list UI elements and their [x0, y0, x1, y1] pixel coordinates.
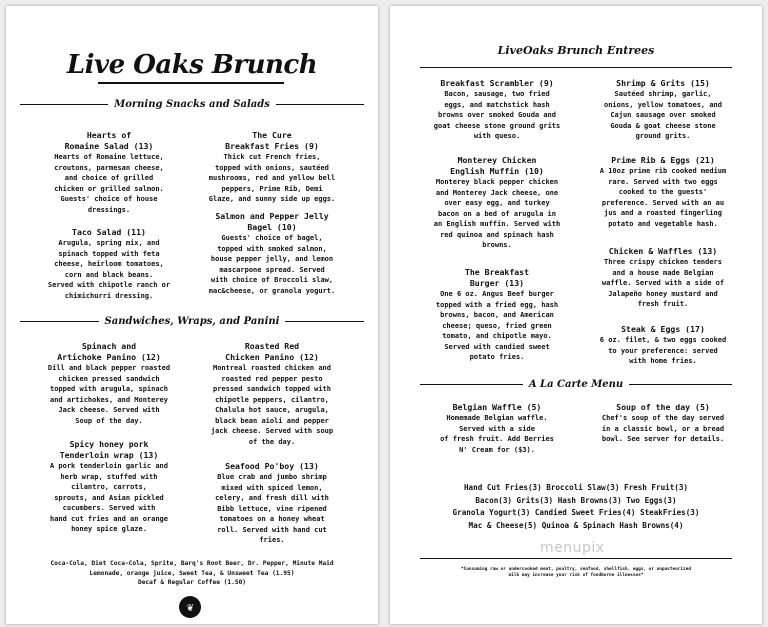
menu-item-steak-eggs [582, 324, 744, 367]
divider-line [629, 384, 732, 385]
menu-item-breakfast-scrambler [418, 78, 576, 142]
section-header-morning [20, 97, 364, 111]
leaf-logo-icon: ❦ [179, 596, 201, 618]
menu-item-belgian-waffle [418, 402, 576, 455]
section-title: A La Carte Menu [528, 378, 624, 390]
item-name: Monterey Chicken English Muffin (10) [450, 155, 544, 176]
menu-title: Live Oaks Brunch [66, 50, 318, 80]
menu-item-prime-rib-eggs [582, 155, 744, 229]
beverages-list: Coca-Cola, Diet Coca-Cola, Sprite, Barq's Root Beer, Dr. Pepper, Minute Maid Lemonade, orange juice, Sweet Tea, & Unsweet Tea (1.95) Decaf & Regular Coffee (1.50) [50, 560, 334, 586]
section-header-a-la-carte [420, 377, 732, 391]
item-name: The Cure Breakfast Fries (9) [225, 130, 319, 151]
menu-item-taco-salad [34, 227, 184, 301]
item-name: Shrimp & Grits (15) [616, 78, 710, 88]
divider-line [420, 384, 523, 385]
item-name: Spicy honey pork Tenderloin wrap (13) [59, 439, 159, 460]
menu-item-shrimp-grits [582, 78, 744, 142]
item-name: Prime Rib & Eggs (21) [611, 155, 715, 165]
left-menu-page [6, 6, 378, 624]
section-title: Sandwiches, Wraps, and Panini [104, 315, 280, 327]
menu-item-soup-of-day [582, 402, 744, 445]
item-description: Three crispy chicken tenders and a house made Belgian waffle. Served with a side of Jalapeño honey mustard and fresh fruit. [601, 258, 725, 308]
item-name: Spinach and Artichoke Panino (12) [57, 341, 161, 362]
item-name: Soup of the day (5) [616, 402, 710, 412]
menu-item-spinach-panino [34, 341, 184, 426]
item-description: Guests' choice of bagel, topped with smoked salmon, house pepper jelly, and lemon mascarpone spread. Served with choice of Broccoli slaw, mac&cheese, or granola yogurt. [208, 234, 336, 295]
divider-line [276, 104, 364, 105]
item-name: Taco Salad (11) [72, 227, 146, 237]
item-name: Steak & Eggs (17) [621, 324, 705, 334]
menu-item-roasted-red [192, 341, 352, 447]
menu-item-seafood-poboy [192, 461, 352, 546]
item-description: Thick cut French fries, topped with onions, sautéed mushrooms, red and yellow bell peppers, Prime Rib, Demi Glaze, and sunny side up eggs. [208, 153, 336, 203]
item-description: Arugula, spring mix, and spinach topped with feta cheese, heirloom tomatoes, corn and black beans. Served with chipotle ranch or chimichurri dressing. [47, 239, 171, 300]
item-description: Dill and black pepper roasted chicken pressed sandwich topped with arugula, spinach and artichokes, and Monterey Jack cheese. Served with Soup of the day. [47, 364, 171, 425]
right-menu-page [390, 6, 762, 624]
item-name: Breakfast Scrambler (9) [440, 78, 554, 88]
bottom-divider [420, 558, 732, 559]
menu-item-monterey-muffin [418, 155, 576, 251]
title-divider [420, 67, 732, 68]
item-description: Monterey black pepper chicken and Monterey Jack cheese, one over easy egg, and turkey bacon on a bed of arugula in an English muffin. Served with red quinoa and spinach hash browns. [433, 178, 561, 249]
menu-item-chicken-waffles [582, 246, 744, 310]
menu-item-hearts-romaine [34, 130, 184, 215]
item-description: Blue crab and jumbo shrimp mixed with spiced lemon, celery, and fresh dill with Bibb lettuce, vine ripened tomatoes on a honey wheat roll. Served with hand cut fries. [215, 473, 329, 544]
item-name: Hearts of Romaine Salad (13) [64, 130, 154, 151]
item-name: Belgian Waffle (5) [452, 402, 542, 412]
item-name: The Breakfast Burger (13) [464, 267, 530, 288]
divider-line [285, 321, 364, 322]
item-description: One 6 oz. Angus Beef burger topped with a fried egg, hash browns, bacon, and American cheese; queso, fried green tomato, and chipotle mayo. Served with candied sweet potato fries. [435, 290, 559, 361]
item-description: Hearts of Romaine lettuce, croutons, parmesan cheese, and choice of grilled chicken or grilled salmon. Guests' choice of house dressings. [54, 153, 164, 214]
item-description: A pork tenderloin garlic and herb wrap, stuffed with cilantro, carrots, sprouts, and Asian pickled cucumbers. Served with hand cut fries and an orange honey spice glaze. [49, 462, 168, 533]
item-name: Chicken & Waffles (13) [608, 246, 718, 256]
section-title: Morning Snacks and Salads [114, 98, 270, 110]
menu-item-honey-pork [34, 439, 184, 535]
divider-line [20, 104, 108, 105]
sides-list: Hand Cut Fries(3) Broccoli Slaw(3) Fresh Fruit(3) Bacon(3) Grits(3) Hash Browns(3) Two Eggs(3) Granola Yogurt(3) Candied Sweet Fries(4) SteakFries(3) Mac & Cheese(5) Quinoa & Spinach Hash Browns(4) [452, 483, 700, 530]
section-header-sandwiches [20, 314, 364, 328]
entrees-title: LiveOaks Brunch Entrees [497, 44, 655, 57]
item-name: Salmon and Pepper Jelly Bagel (10) [215, 211, 329, 232]
title-divider [98, 82, 284, 84]
menu-item-breakfast-burger [418, 267, 576, 363]
menu-item-the-cure [192, 130, 352, 205]
item-description: A 10oz prime rib cooked medium rare. Served with two eggs cooked to the guests' preference. Served with an au jus and a roasted fingerling potato and vegetable hash. [599, 167, 727, 228]
item-description: 6 oz. filet, & two eggs cooked to your preference: served with home fries. [599, 336, 727, 365]
item-name: Roasted Red Chicken Panino (12) [225, 341, 319, 362]
consumption-disclaimer: *Consuming raw or undercooked meat, poultry, seafood, shellfish, eggs, or unpasteurized milk may increase your risk of foodborne illnesses* [461, 567, 691, 578]
watermark-text: menupix [540, 540, 605, 556]
item-name: Seafood Po'boy (13) [225, 461, 319, 471]
item-description: Homemade Belgian waffle. Served with a side of fresh fruit. Add Berries N' Cream for ($3). [440, 414, 554, 454]
item-description: Bacon, sausage, two fried eggs, and matchstick hash browns over smoked Gouda and goat cheese stone ground grits with queso. [433, 90, 561, 140]
item-description: Chef's soup of the day served in a classic bowl, or a bread bowl. See server for details. [601, 414, 725, 443]
divider-line [20, 321, 99, 322]
menu-item-salmon-bagel [192, 211, 352, 296]
item-description: Sautéed shrimp, garlic, onions, yellow tomatoes, and Cajun sausage over smoked Gouda & goat cheese stone ground grits. [603, 90, 722, 140]
item-description: Montreal roasted chicken and roasted red pepper pesto pressed sandwich topped with chipotle peppers, cilantro, Chalula hot sauce, arugula, black bean aioli and pepper jack cheese. Served with soup of the day. [210, 364, 334, 446]
